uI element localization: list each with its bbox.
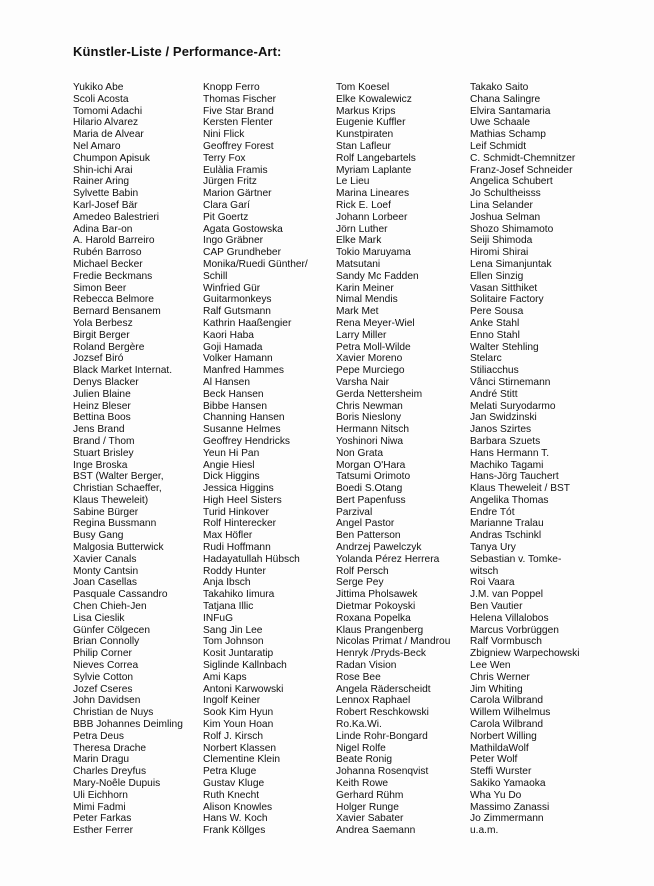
artist-name: Vânci Stirnemann xyxy=(470,376,551,388)
artist-name: Carola Wilbrand xyxy=(470,719,544,731)
artist-name: Mark Met xyxy=(336,306,379,318)
artist-name: Al Hansen xyxy=(203,376,251,388)
artist-name: Rolf Langebartels xyxy=(336,152,416,164)
artist-name: Siglinde Kallnbach xyxy=(203,660,287,672)
artist-name: Sabine Bürger xyxy=(73,506,139,518)
artist-name: Uwe Schaale xyxy=(470,117,531,129)
artist-name: Sandy Mc Fadden xyxy=(336,270,419,282)
artist-name: Takako Saito xyxy=(470,82,529,93)
artist-name: Karl-Josef Bär xyxy=(73,199,138,211)
artist-name: Tomomi Adachi xyxy=(73,105,143,117)
artist-name: Elke Mark xyxy=(336,235,382,247)
artist-name: Hilario Alvarez xyxy=(73,117,139,129)
artist-name: Karin Meiner xyxy=(336,282,394,294)
artist-name: Tom Johnson xyxy=(203,636,264,648)
artist-name: Lennox Raphael xyxy=(336,695,411,707)
artist-name: Bert Papenfuss xyxy=(336,494,406,506)
artist-name: Nimal Mendis xyxy=(336,294,398,306)
artist-name: Robert Reschkowski xyxy=(336,707,429,719)
artist-name: Pere Sousa xyxy=(470,306,524,318)
artist-name: Larry Miller xyxy=(336,329,387,341)
artist-name: Kunstpiraten xyxy=(336,129,394,141)
artist-name: Rick E. Loef xyxy=(336,199,391,211)
artist-name: Birgit Berger xyxy=(73,329,130,341)
artist-name: Mathias Schamp xyxy=(470,129,546,141)
artist-name: Roland Bergère xyxy=(73,341,145,353)
artist-name: Jörn Luther xyxy=(336,223,388,235)
artist-name: Agata Gostowska xyxy=(203,223,283,235)
artist-name: Petra Kluge xyxy=(203,766,257,778)
artist-name: Boris Nieslony xyxy=(336,412,402,424)
artist-name: Charles Dreyfus xyxy=(73,766,147,778)
artist-name: Sylvie Cotton xyxy=(73,671,134,683)
artist-name: Max Höfler xyxy=(203,530,253,542)
artist-name: Theresa Drache xyxy=(73,742,147,754)
artist-name: Carola Wilbrand xyxy=(470,695,544,707)
artist-name: Dietmar Pokoyski xyxy=(336,601,416,613)
artist-name: Leif Schmidt xyxy=(470,140,527,152)
artist-name: Jens Brand xyxy=(73,424,125,436)
artist-name: Tanya Ury xyxy=(470,542,516,554)
artist-name: André Stitt xyxy=(470,388,518,400)
artist-name: Melati Suryodarmo xyxy=(470,400,556,412)
artist-name: Endre Tót xyxy=(470,506,515,518)
artist-name: Antoni Karwowski xyxy=(203,683,284,695)
artist-name: Klaus Prangenberg xyxy=(336,624,424,636)
artist-name: Hans W. Koch xyxy=(203,813,268,825)
artist-name: Simon Beer xyxy=(73,282,127,294)
artist-name: Solitaire Factory xyxy=(470,294,544,306)
artist-name: Ralf Vormbusch xyxy=(470,636,542,648)
artist-name: Turid Hinkover xyxy=(203,506,269,518)
artist-name: Günfer Cölgecen xyxy=(73,624,151,636)
artist-name: Thomas Fischer xyxy=(203,93,277,105)
artist-name: Tom Koesel xyxy=(336,82,390,93)
artist-name: Norbert Klassen xyxy=(203,742,277,754)
artist-name: MathildaWolf xyxy=(470,742,529,754)
artist-name: Klaus Theweleit / BST xyxy=(470,483,571,495)
artist-name: Ingolf Keiner xyxy=(203,695,261,707)
artist-name: Roxana Popelka xyxy=(336,612,411,624)
artist-name: Channing Hansen xyxy=(203,412,285,424)
artist-name: Rose Bee xyxy=(336,671,381,683)
artist-name: Frank Köllges xyxy=(203,825,266,837)
artist-name: Beate Ronig xyxy=(336,754,393,766)
artist-name: Seiji Shimoda xyxy=(470,235,533,247)
artist-name: Janos Szirtes xyxy=(470,424,532,436)
artist-name: Jessica Higgins xyxy=(203,483,274,495)
artist-name: Vasan Sitthiket xyxy=(470,282,538,294)
artist-name: Stelarc xyxy=(470,353,502,365)
artist-name: Ben Vautier xyxy=(470,601,523,613)
artist-name: Terry Fox xyxy=(203,152,246,164)
artist-name: Christian Schaeffer, xyxy=(73,483,162,495)
artist-name: Andrea Saemann xyxy=(336,825,416,837)
artist-name: A. Harold Barreiro xyxy=(73,235,155,247)
artist-name: Rebecca Belmore xyxy=(73,294,154,306)
artist-name: Kaori Haba xyxy=(203,329,254,341)
artist-name: John Davidsen xyxy=(73,695,141,707)
artist-name: Christian de Nuys xyxy=(73,707,154,719)
artist-name: Uli Eichhorn xyxy=(73,789,128,801)
artist-column-2 xyxy=(203,82,339,837)
artist-name: Brand / Thom xyxy=(73,435,135,447)
artist-name: Gustav Kluge xyxy=(203,778,265,790)
artist-name: Ami Kaps xyxy=(203,671,247,683)
artist-name: Tokio Maruyama xyxy=(336,247,411,259)
artist-name: C. Schmidt-Chemnitzer xyxy=(470,152,576,164)
artist-name: Yukiko Abe xyxy=(73,82,124,93)
artist-name: Busy Gang xyxy=(73,530,124,542)
artist-name: Bernard Bensanem xyxy=(73,306,161,318)
artist-name: Chumpon Apisuk xyxy=(73,152,151,164)
artist-name: Jozsef Biró xyxy=(73,353,124,365)
artist-name: Ralf Gutsmann xyxy=(203,306,271,318)
artist-name: Jo Schultheisss xyxy=(470,188,541,200)
artist-name: Maria de Alvear xyxy=(73,129,144,141)
artist-name: Five Star Brand xyxy=(203,105,274,117)
artist-name: Geoffrey Forest xyxy=(203,140,274,152)
artist-name: Rolf J. Kirsch xyxy=(203,730,264,742)
artist-name: Alison Knowles xyxy=(203,801,273,813)
artist-name: Yoshinori Niwa xyxy=(336,435,404,447)
artist-name: Johann Lorbeer xyxy=(336,211,408,223)
artist-name: Rolf Persch xyxy=(336,565,389,577)
artist-name: Jo Zimmermann xyxy=(470,813,544,825)
artist-name: Kathrin Haaßengier xyxy=(203,317,292,329)
artist-name: Shozo Shimamoto xyxy=(470,223,554,235)
artist-name: Nicolas Primat / Mandrou xyxy=(336,636,451,648)
artist-name: Morgan O'Hara xyxy=(336,459,406,471)
artist-name: Jittima Pholsawek xyxy=(336,589,418,601)
artist-name: Dick Higgins xyxy=(203,471,260,483)
artist-name: Fredie Beckmans xyxy=(73,270,153,282)
artist-name: Sook Kim Hyun xyxy=(203,707,274,719)
artist-name: Shin-ichi Arai xyxy=(73,164,133,176)
artist-name: Myriam Laplante xyxy=(336,164,412,176)
artist-name: Gerda Nettersheim xyxy=(336,388,423,400)
artist-name: Clara Garí xyxy=(203,199,250,211)
artist-name: Chris Werner xyxy=(470,671,530,683)
artist-name: Guitarmonkeys xyxy=(203,294,272,306)
artist-name: Enno Stahl xyxy=(470,329,520,341)
artist-name: Angelica Schubert xyxy=(470,176,553,188)
artist-name: Xavier Moreno xyxy=(336,353,403,365)
artist-name: Nini Flick xyxy=(203,129,245,141)
artist-name: Pepe Murciego xyxy=(336,365,405,377)
artist-name: Yeun Hi Pan xyxy=(203,447,260,459)
artist-name: Regina Bussmann xyxy=(73,518,157,530)
artist-name: Rolf Hinterecker xyxy=(203,518,277,530)
artist-name: Rubén Barroso xyxy=(73,247,142,259)
artist-name: Xavier Sabater xyxy=(336,813,404,825)
artist-name: Stuart Brisley xyxy=(73,447,134,459)
artist-name: Anke Stahl xyxy=(470,317,520,329)
artist-name: Knopp Ferro xyxy=(203,82,260,93)
artist-name: Nel Amaro xyxy=(73,140,121,152)
artist-name: Brian Connolly xyxy=(73,636,140,648)
artist-name: Machiko Tagami xyxy=(470,459,544,471)
artist-name: Andras Tschinkl xyxy=(470,530,542,542)
artist-name: Tatjana Illic xyxy=(203,601,254,613)
artist-name: witsch xyxy=(470,565,499,577)
artist-name: Beck Hansen xyxy=(203,388,264,400)
artist-name: Esther Ferrer xyxy=(73,825,134,837)
artist-name: Walter Stehling xyxy=(470,341,539,353)
artist-name: Rainer Aring xyxy=(73,176,130,188)
artist-name: Lina Selander xyxy=(470,199,533,211)
artist-name: Helena Villalobos xyxy=(470,612,549,624)
artist-name: Henryk /Pryds-Beck xyxy=(336,648,427,660)
artist-name: Boedi S.Otang xyxy=(336,483,403,495)
artist-name: Wha Yu Do xyxy=(470,789,522,801)
artist-name: Keith Rowe xyxy=(336,778,389,790)
artist-name: Marianne Tralau xyxy=(470,518,544,530)
artist-name: J.M. van Poppel xyxy=(470,589,544,601)
artist-name: Barbara Szuets xyxy=(470,435,541,447)
artist-name: Klaus Theweleit) xyxy=(73,494,149,506)
artist-name: Joshua Selman xyxy=(470,211,541,223)
artist-name: Yola Berbesz xyxy=(73,317,133,329)
artist-name: Parzival xyxy=(336,506,373,518)
artist-name: Monika/Ruedi Günther/ xyxy=(203,258,308,270)
artist-name: Eulàlia Framis xyxy=(203,164,268,176)
artist-name: Geoffrey Hendricks xyxy=(203,435,291,447)
artist-name: Angelika Thomas xyxy=(470,494,549,506)
artist-name: Inge Broska xyxy=(73,459,128,471)
artist-name: Marcus Vorbrüggen xyxy=(470,624,559,636)
artist-name: Serge Pey xyxy=(336,577,384,589)
artist-name: Radan Vision xyxy=(336,660,397,672)
artist-name: Amedeo Balestrieri xyxy=(73,211,160,223)
artist-name: Mary-Noêle Dupuis xyxy=(73,778,161,790)
artist-name: Joan Casellas xyxy=(73,577,137,589)
artist-name: Sebastian v. Tomke- xyxy=(470,553,562,565)
artist-name: Xavier Canals xyxy=(73,553,137,565)
artist-name: Jozef Cseres xyxy=(73,683,133,695)
artist-name: Ben Patterson xyxy=(336,530,401,542)
artist-name: Hiromi Shirai xyxy=(470,247,529,259)
artist-name: Chris Newman xyxy=(336,400,403,412)
artist-name: Volker Hamann xyxy=(203,353,273,365)
artist-name: Petra Moll-Wilde xyxy=(336,341,411,353)
artist-name: Gerhard Rühm xyxy=(336,789,404,801)
artist-name: Roi Vaara xyxy=(470,577,515,589)
artist-name: Chana Salingre xyxy=(470,93,541,105)
artist-name: Nigel Rolfe xyxy=(336,742,386,754)
artist-name: Matsutani xyxy=(336,258,381,270)
artist-name: u.a.m. xyxy=(470,825,499,837)
artist-name: Black Market Internat. xyxy=(73,365,173,377)
artist-name: High Heel Sisters xyxy=(203,494,282,506)
artist-name: Rena Meyer-Wiel xyxy=(336,317,415,329)
artist-name: CAP Grundheber xyxy=(203,247,281,259)
artist-name: Clementine Klein xyxy=(203,754,281,766)
artist-name: Marion Gärtner xyxy=(203,188,272,200)
artist-name: BST (Walter Berger, xyxy=(73,471,164,483)
artist-name: Hermann Nitsch xyxy=(336,424,410,436)
artist-name: Lisa Cieslik xyxy=(73,612,125,624)
artist-name: Heinz Bleser xyxy=(73,400,131,412)
artist-name: Peter Wolf xyxy=(470,754,518,766)
artist-name: Franz-Josef Schneider xyxy=(470,164,573,176)
artist-name: Hans-Jörg Tauchert xyxy=(470,471,559,483)
artist-name: Le Lieu xyxy=(336,176,370,188)
artist-name: Tatsumi Orimoto xyxy=(336,471,411,483)
artist-column-4 xyxy=(470,82,606,837)
artist-name: Chen Chieh-Jen xyxy=(73,601,147,613)
artist-name: Winfried Gür xyxy=(203,282,261,294)
artist-name: Michael Becker xyxy=(73,258,143,270)
artist-name: Norbert Willing xyxy=(470,730,537,742)
artist-name: Petra Deus xyxy=(73,730,124,742)
artist-name: Manfred Hammes xyxy=(203,365,284,377)
artist-name: Elke Kowalewicz xyxy=(336,93,412,105)
artist-name: Ro.Ka.Wi. xyxy=(336,719,382,731)
artist-name: Bibbe Hansen xyxy=(203,400,268,412)
artist-name: Stan Lafleur xyxy=(336,140,391,152)
artist-name: Monty Cantsin xyxy=(73,565,139,577)
artist-name: Schill xyxy=(203,270,228,282)
artist-name: Varsha Nair xyxy=(336,376,390,388)
artist-name: Peter Farkas xyxy=(73,813,132,825)
artist-name: Ruth Knecht xyxy=(203,789,260,801)
artist-name: Denys Blacker xyxy=(73,376,139,388)
artist-name: Takahiko Iimura xyxy=(203,589,275,601)
artist-column-1 xyxy=(73,82,209,837)
artist-name: Hans Hermann T. xyxy=(470,447,550,459)
artist-name: Malgosia Butterwick xyxy=(73,542,164,554)
artist-name: Kersten Flenter xyxy=(203,117,273,129)
artist-name: Non Grata xyxy=(336,447,383,459)
artist-name: Willem Wilhelmus xyxy=(470,707,551,719)
artist-name: Ellen Sinzig xyxy=(470,270,524,282)
artist-name: Holger Runge xyxy=(336,801,399,813)
artist-name: Steffi Wurster xyxy=(470,766,532,778)
artist-name: Angie Hiesl xyxy=(203,459,255,471)
artist-name: Scoli Acosta xyxy=(73,93,129,105)
artist-name: BBB Johannes Deimling xyxy=(73,719,183,731)
artist-name: Angela Räderscheidt xyxy=(336,683,431,695)
artist-name: Hadayatullah Hübsch xyxy=(203,553,300,565)
artist-name: Jim Whiting xyxy=(470,683,523,695)
artist-name: Linde Rohr-Bongard xyxy=(336,730,428,742)
artist-name: INFuG xyxy=(203,612,234,624)
artist-name: Elvira Santamaria xyxy=(470,105,551,117)
artist-name: Sylvette Babin xyxy=(73,188,139,200)
artist-name: Pasquale Cassandro xyxy=(73,589,168,601)
artist-name: Zbigniew Warpechowski xyxy=(470,648,580,660)
artist-name: Susanne Helmes xyxy=(203,424,281,436)
artist-name: Kosit Juntaratip xyxy=(203,648,274,660)
artist-name: Mimi Fadmi xyxy=(73,801,126,813)
artist-name: Goji Hamada xyxy=(203,341,263,353)
artist-name: Lee Wen xyxy=(470,660,511,672)
artist-name: Philip Corner xyxy=(73,648,132,660)
artist-name: Ingo Gräbner xyxy=(203,235,264,247)
artist-name: Markus Krips xyxy=(336,105,396,117)
artist-name: Andrzej Pawelczyk xyxy=(336,542,422,554)
artist-name: Roddy Hunter xyxy=(203,565,266,577)
artist-name: Adina Bar-on xyxy=(73,223,133,235)
artist-name: Marina Lineares xyxy=(336,188,410,200)
artist-name: Angel Pastor xyxy=(336,518,395,530)
artist-name: Anja Ibsch xyxy=(203,577,251,589)
artist-name: Nieves Correa xyxy=(73,660,139,672)
page-title: Künstler-Liste / Performance-Art: xyxy=(73,44,282,59)
artist-name: Marin Dragu xyxy=(73,754,130,766)
artist-name: Sakiko Yamaoka xyxy=(470,778,546,790)
artist-name: Yolanda Pérez Herrera xyxy=(336,553,440,565)
artist-name: Julien Blaine xyxy=(73,388,131,400)
artist-name: Massimo Zanassi xyxy=(470,801,550,813)
artist-name: Stiliacchus xyxy=(470,365,519,377)
artist-name: Bettina Boos xyxy=(73,412,131,424)
artist-name: Kim Youn Hoan xyxy=(203,719,274,731)
artist-name: Jürgen Fritz xyxy=(203,176,257,188)
artist-name: Pit Goertz xyxy=(203,211,249,223)
artist-name: Johanna Rosenqvist xyxy=(336,766,429,778)
artist-name: Jan Swidzinski xyxy=(470,412,537,424)
artist-name: Sang Jin Lee xyxy=(203,624,263,636)
artist-name: Rudi Hoffmann xyxy=(203,542,271,554)
artist-name: Eugenie Kuffler xyxy=(336,117,406,129)
artist-name: Lena Simanjuntak xyxy=(470,258,552,270)
artist-column-3 xyxy=(336,82,472,837)
